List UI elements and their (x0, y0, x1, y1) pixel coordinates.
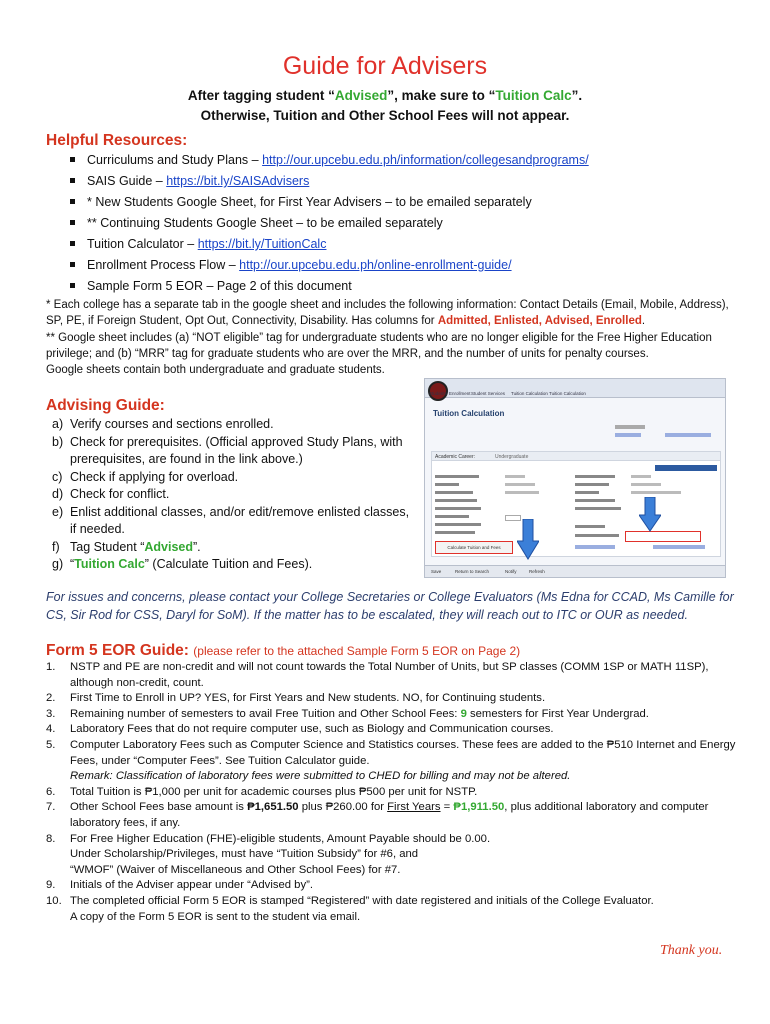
student-id (615, 425, 645, 429)
breadcrumb: Student Services (471, 391, 506, 396)
note-2: ** Google sheet includes (a) “NOT eligible” tag for undergraduate students who are no longer eligible for the Free Higher Education privilege; and (b) “MRR” tag for graduate students who are over the MRR, and the number of units for penalty courses. (46, 331, 712, 360)
charges-link (665, 433, 711, 437)
thank-you-signoff: Thank you. (660, 943, 723, 958)
advised-highlight: Advised (334, 88, 388, 103)
list-item: ** Continuing Students Google Sheet – to be emailed separately (70, 215, 589, 236)
note-3: Google sheets contain both undergraduate and graduate students. (46, 364, 385, 377)
resources-list (70, 152, 589, 299)
list-item: 4. Laboratory Fees that do not require computer use, such as Biology and Communication courses. (46, 723, 554, 736)
list-item: d) Check for conflict. (52, 487, 170, 501)
remark: Remark: Classification of laboratory fees were submitted to CHED for billing and may not be altered. (70, 770, 571, 783)
tuition-calc-date-highlight (625, 531, 701, 542)
list-item: Tuition Calculator – https://bit.ly/TuitionCalc (70, 236, 589, 257)
form5-hint: (please refer to the attached Sample Form 5 EOR on Page 2) (193, 644, 521, 658)
breadcrumb: Tuition Calculation (549, 391, 586, 396)
list-item: e) Enlist additional classes, and/or edit/remove enlisted classes, if needed. (52, 504, 410, 536)
curriculum-link[interactable]: http://our.upcebu.edu.ph/information/collegesandprograms/ (262, 153, 589, 167)
form5-heading: Form 5 EOR Guide: (please refer to the attached Sample Form 5 EOR on Page 2) (46, 642, 521, 659)
advising-heading: Advising Guide: (46, 397, 165, 414)
list-item: Curriculums and Study Plans – http://our.upcebu.edu.ph/information/collegesandprograms/ (70, 152, 589, 173)
list-item: g) “Tuition Calc” (Calculate Tuition and Fees). (52, 557, 313, 571)
notify-button[interactable]: Notify (505, 569, 517, 574)
academic-info-link (615, 433, 641, 437)
subtitle-line-2: Otherwise, Tuition and Other School Fees will not appear. (200, 108, 570, 123)
list-item: f) Tag Student “Advised”. (52, 539, 201, 554)
list-item: a) Verify courses and sections enrolled. (52, 417, 274, 431)
list-item: 3. Remaining number of semesters to avail Free Tuition and Other School Fees: 9 semesters for First Year Undergrad. (46, 707, 649, 720)
issues-paragraph: For issues and concerns, please contact your College Secretaries or College Evaluators (Ms Edna for CCAD, Ms Camille for CS, Sir Rod for CSS, Daryl for SoM). If the matter has to be escalated, they will reach out to ITC or OUR as needed. (46, 590, 734, 622)
list-item: Sample Form 5 EOR – Page 2 of this document (70, 278, 589, 299)
advising-list (52, 416, 412, 574)
page-title: Guide for Advisers (282, 52, 488, 80)
list-item: SAIS Guide – https://bit.ly/SAISAdvisers (70, 173, 589, 194)
form5-list (46, 660, 736, 925)
breadcrumb: Tuition Calculation (511, 391, 548, 396)
note-1: * Each college has a separate tab in the google sheet and includes the following information: Contact Details (Email, Mobile, Address), SP, PE, if Foreign Student, Opt Out, Connectivity, Disability. Has columns for Admitted, Enlisted, Advised, Enrolled. (46, 299, 729, 328)
resources-heading: Helpful Resources: (46, 132, 188, 149)
enrollment-flow-link[interactable]: http://our.upcebu.edu.ph/online-enrollment-guide/ (239, 258, 512, 272)
list-item: * New Students Google Sheet, for First Year Advisers – to be emailed separately (70, 194, 589, 215)
calculate-tuition-button[interactable]: Calculate Tuition and Fees (435, 541, 513, 554)
list-item: 5. Computer Laboratory Fees such as Computer Science and Statistics courses. These fees are added to the ₱510 Internet and Energy Fees, under “Computer Fees”. See Tuition Calculator guide. Remark: Classification of laboratory fees were submitted to CHED for billing and may not be altered. (46, 738, 736, 783)
list-item: 8. For Free Higher Education (FHE)-eligible students, Amount Payable should be 0.00. Under Scholarship/Privileges, must have “Tuition Subsidy” for #6, and “WMOF” (Waiver of Miscellaneous and Other School Fees) for #7. (46, 832, 491, 876)
breadcrumb: Enrollment (449, 391, 471, 396)
breadcrumb: Students (429, 391, 447, 396)
list-item: c) Check if applying for overload. (52, 469, 239, 484)
tuition-calc-highlight: Tuition Calc (495, 88, 572, 103)
return-to-search-button[interactable]: Return to Search (455, 569, 490, 574)
tuition-calculator-link[interactable]: https://bit.ly/TuitionCalc (197, 237, 327, 251)
subtitle-line-1: After tagging student “Advised”, make sure to “Tuition Calc”. (187, 88, 583, 103)
list-item: 2. First Time to Enroll in UP? YES, for First Years and New students. NO, for Continuing students. (46, 692, 546, 705)
save-button[interactable]: Save (431, 569, 442, 574)
list-item: 1. NSTP and PE are non-credit and will not count towards the Total Number of Units, but SP classes (COMM 1SP or MATH 11SP), although non-credit, count. (46, 661, 709, 689)
sais-guide-link[interactable]: https://bit.ly/SAISAdvisers (166, 174, 310, 188)
status-columns: Admitted, Enlisted, Advised, Enrolled (437, 315, 642, 328)
resource-notes (46, 297, 736, 378)
list-item: 7. Other School Fees base amount is ₱1,651.50 plus ₱260.00 for First Years = ₱1,911.50, plus additional laboratory and computer laboratory fees, if any. (46, 801, 709, 829)
list-item: 6. Total Tuition is ₱1,000 per unit for academic courses plus ₱500 per unit for NSTP. (46, 785, 478, 798)
arrow-down-icon (517, 519, 539, 561)
list-item: Enrollment Process Flow – http://our.upcebu.edu.ph/online-enrollment-guide/ (70, 257, 589, 278)
refresh-button[interactable]: Refresh (529, 569, 545, 574)
list-item: b) Check for prerequisites. (Official approved Study Plans, with prerequisites, are found in the link above.) (52, 434, 403, 466)
list-item: 9. Initials of the Adviser appear under “Advised by”. (46, 879, 314, 892)
list-item: 10. The completed official Form 5 EOR is stamped “Registered” with date registered and initials of the College Evaluator. A copy of the Form 5 EOR is sent to the student via email. (46, 894, 654, 923)
arrow-down-icon (639, 497, 661, 533)
academic-career-value: Undergraduate (495, 454, 529, 460)
tuition-calculation-screenshot (424, 378, 726, 578)
screenshot-title: Tuition Calculation (433, 409, 505, 418)
screenshot-header-bar (655, 465, 717, 471)
academic-career-label: Academic Career: (435, 454, 476, 460)
